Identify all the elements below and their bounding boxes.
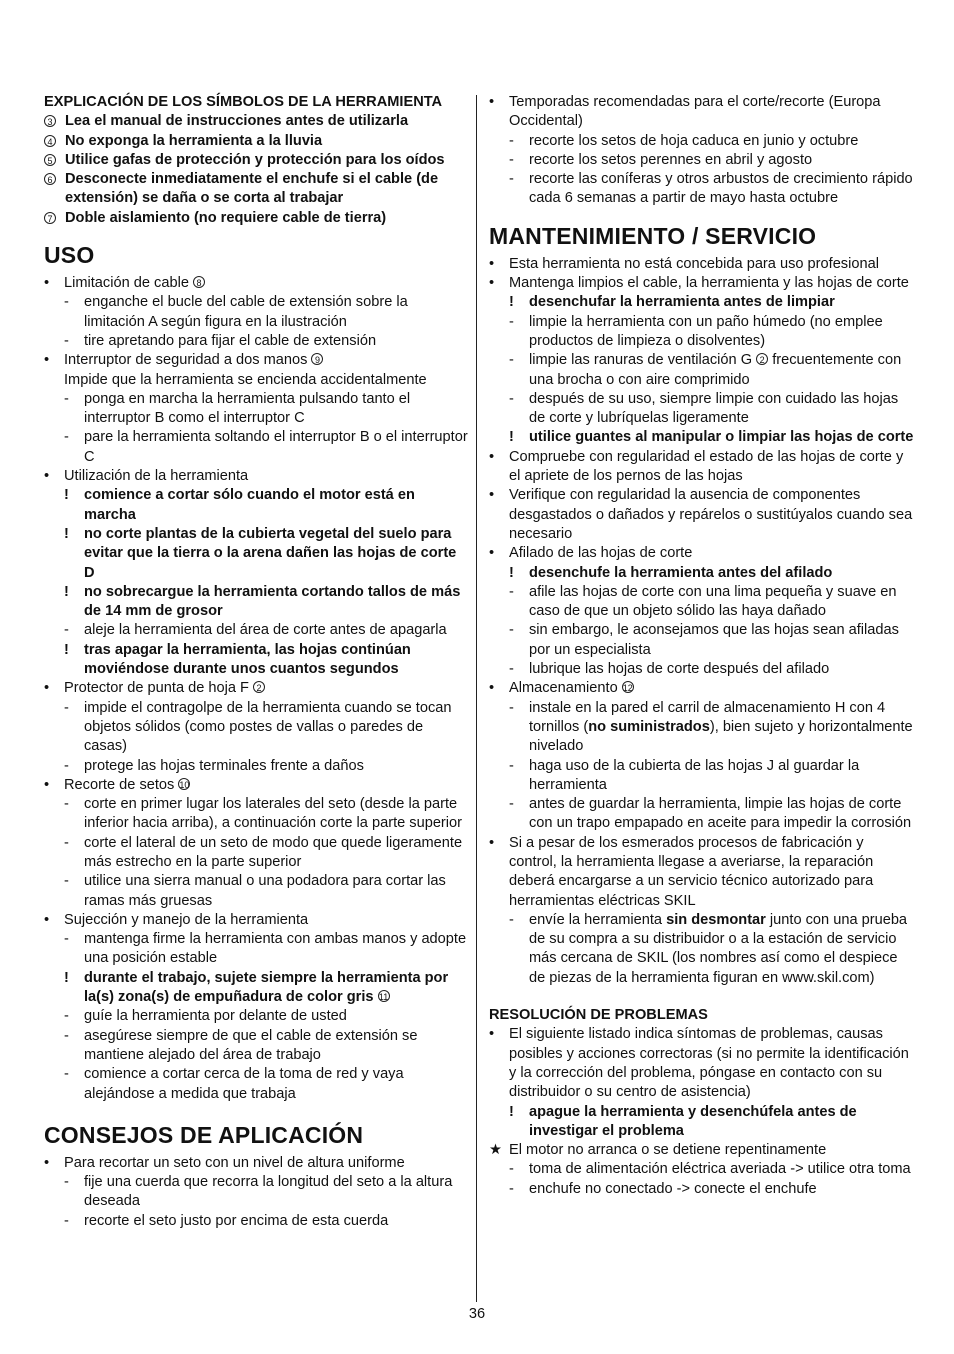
circled-number: 8 (193, 276, 205, 288)
list-item: • El siguiente listado indica síntomas de problemas, causas posibles y acciones correctoras (si no permite la identificación y la corrección del problema, póngase en contacto con su distribuidor o su centro de asistencia) (489, 1026, 909, 1101)
list-item: • Si a pesar de los esmerados procesos de fabricación y control, la herramienta llegase a averiarse, la reparación deberá encargarse a un servicio técnico autorizado para herramientas eléctricas SKIL (489, 834, 874, 909)
list-item: • Esta herramienta no está concebida para uso profesional (489, 255, 879, 272)
warning-item: ! durante el trabajo, sujete siempre la herramienta por la(s) zona(s) de empuñadura de color gris 11 (64, 969, 449, 1006)
list-item: • Interruptor de seguridad a dos manos 9 (44, 351, 469, 370)
list-item: - sin embargo, le aconsejamos que las hojas sean afiladas por un especialista (509, 622, 899, 658)
list-item: - aleje la herramienta del área de corte antes de apagarla (64, 622, 447, 639)
list-item: - limpie las ranuras de ventilación G 2 frecuentemente con una brocha o con aire comprimido (509, 352, 902, 388)
warning-item: ! desenchufe la herramienta antes del afilado (509, 564, 833, 581)
circled-number: 4 (44, 135, 56, 147)
list-item: • Para recortar un seto con un nivel de altura uniforme (44, 1154, 405, 1171)
circled-number: 3 (44, 115, 56, 127)
page-number: 36 (468, 1306, 486, 1322)
list-item: • Utilización de la herramienta (44, 468, 249, 485)
list-item: - guíe la herramienta por delante de usted (64, 1008, 347, 1025)
warning-item: ! no sobrecargue la herramienta cortando tallos de más de 14 mm de grosor (64, 583, 461, 620)
list-item: - haga uso de la cubierta de las hojas J al guardar la herramienta (509, 757, 860, 793)
list-item: - instale en la pared el carril de almacenamiento H con 4 tornillos (no suministrados), bien sujeto y horizontalmente nivelado (509, 699, 913, 755)
warning-item: ! no corte plantas de la cubierta vegetal del suelo para evitar que la tierra o la arena dañen las hojas de corte D (64, 525, 457, 581)
list-item: - recorte el seto justo por encima de esta cuerda (64, 1212, 389, 1229)
list-item: - pare la herramienta soltando el interruptor B o el interruptor C (64, 429, 468, 465)
circled-number: 10 (179, 779, 190, 790)
warning-item: ! desenchufar la herramienta antes de limpiar (509, 294, 835, 311)
circled-number: 6 (44, 173, 56, 185)
list-item: • Recorte de setos 10 (44, 776, 190, 793)
warning-item: ! utilice guantes al manipular o limpiar las hojas de corte (509, 429, 914, 446)
list-item: - comience a cortar cerca de la toma de red y vaya alejándose a medida que trabaja (64, 1066, 404, 1102)
troubleshooting-title: RESOLUCIÓN DE PROBLEMAS (489, 1007, 708, 1024)
list-item: • Sujección y manejo de la herramienta (44, 911, 309, 928)
symbols-title: EXPLICACIÓN DE LOS SÍMBOLOS DE LA HERRAMIENTA (44, 94, 443, 110)
warning-item: ! tras apagar la herramienta, las hojas continúan moviéndose durante unos cuantos segundos (64, 641, 411, 678)
list-item: - enganche el bucle del cable de extensión sobre la limitación A según figura en la ilustración (64, 294, 408, 330)
warning-item: ! apague la herramienta y desenchúfela antes de investigar el problema (509, 1103, 857, 1139)
tips-heading: CONSEJOS DE APLICACIÓN (44, 1121, 364, 1148)
list-item: - lubrique las hojas de corte después del afilado (509, 661, 830, 678)
circled-number: 2 (253, 681, 265, 693)
list-item: - tire apretando para fijar el cable de extensión (64, 332, 377, 349)
list-item: • Mantenga limpios el cable, la herramienta y las hojas de corte (489, 275, 909, 292)
symbol-item: 4 No exponga la herramienta a la lluvia (44, 132, 469, 151)
list-item: - limpie la herramienta con un paño húmedo (no emplee productos de limpieza o disolventes) (509, 313, 883, 349)
list-item: • Almacenamiento 12 (489, 680, 633, 697)
symbol-item: 7 Doble aislamiento (no requiere cable de tierra) (44, 209, 469, 228)
list-item: - asegúrese siempre de que el cable de extensión se mantiene alejado del área de trabajo (64, 1027, 418, 1063)
list-item: - recorte las coníferas y otros arbustos de crecimiento rápido cada 6 semanas a partir de mayo hasta octubre (509, 171, 913, 207)
circled-number: 5 (44, 154, 56, 166)
list-item: - protege las hojas terminales frente a daños (64, 757, 364, 774)
list-item: • Verifique con regularidad la ausencia de componentes desgastados o dañados y repárelos o sustitúyalos cuando sea necesario (489, 487, 913, 542)
list-item: • Afilado de las hojas de corte (489, 545, 693, 562)
left-column (44, 93, 469, 1231)
list-item: - antes de guardar la herramienta, limpie las hojas de corte con un trapo empapado en aceite para impedir la corrosión (509, 796, 912, 832)
list-item: - envíe la herramienta sin desmontar junto con una prueba de su compra a su distribuidor o a la estación de servicio más cercana de SKIL (los nombres así como el despiece de piezas de la herramienta figuran en www.skil.com) (509, 911, 908, 986)
list-item: - afile las hojas de corte con una lima pequeña y suave en caso de que un objeto sólido las haya dañado (509, 583, 897, 620)
list-item: - mantenga firme la herramienta con ambas manos y adopte una posición estable (64, 931, 467, 967)
list-item: - impide el contragolpe de la herramienta cuando se tocan objetos sólidos (como postes de vallas o paredes de casas) (64, 699, 452, 755)
list-item: - enchufe no conectado -> conecte el enchufe (509, 1180, 817, 1197)
list-item: - ponga en marcha la herramienta pulsando tanto el interruptor B como el interruptor C (64, 390, 411, 427)
list-item: - recorte los setos perennes en abril y agosto (509, 151, 813, 168)
circled-number: 11 (378, 992, 389, 1003)
symbol-item: 5 Utilice gafas de protección y protección para los oídos (44, 151, 469, 170)
circled-number: 9 (311, 353, 323, 365)
list-item: • Compruebe con regularidad el estado de las hojas de corte y el apriete de los pernos de las hojas (489, 448, 904, 485)
circled-number: 7 (44, 212, 56, 224)
list-item: - utilice una sierra manual o una podadora para cortar las ramas más gruesas (64, 873, 446, 909)
symbol-item: 3 Lea el manual de instrucciones antes de utilizarla (44, 112, 469, 131)
list-item: - recorte los setos de hoja caduca en junio y octubre (509, 132, 859, 149)
list-item: - fije una cuerda que recorra la longitud del seto a la altura deseada (64, 1174, 453, 1210)
list-item: • Protector de punta de hoja F 2 (44, 679, 469, 698)
list-item-continuation: Impide que la herramienta se encienda accidentalmente (64, 371, 427, 388)
list-item: - corte el lateral de un seto de modo que quede ligeramente más estrecho en la parte superior (64, 834, 463, 870)
maintenance-heading: MANTENIMIENTO / SERVICIO (489, 222, 817, 249)
uso-heading: USO (44, 242, 95, 269)
list-item: - corte en primer lugar los laterales del seto (desde la parte inferior hacia arriba), a continuación corte la parte superior (64, 796, 463, 832)
list-item: • Temporadas recomendadas para el corte/recorte (Europa Occidental) (489, 94, 881, 130)
warning-item: ! comience a cortar sólo cuando el motor está en marcha (64, 487, 415, 523)
list-item: - toma de alimentación eléctrica averiada -> utilice otra toma (509, 1161, 911, 1178)
circled-number: 12 (622, 683, 633, 694)
list-item: - después de su uso, siempre limpie con cuidado las hojas de corte y lubríquelas ligeramente (509, 390, 899, 427)
column-divider (476, 95, 477, 1302)
circled-number: 2 (756, 353, 768, 365)
symbol-item: 6 Desconecte inmediatamente el enchufe si el cable (de extensión) se daña o se corta al trabajar (44, 170, 469, 209)
list-item: ★ El motor no arranca o se detiene repentinamente (489, 1142, 827, 1159)
list-item: • Limitación de cable 8 (44, 274, 469, 293)
right-column (489, 93, 914, 1199)
